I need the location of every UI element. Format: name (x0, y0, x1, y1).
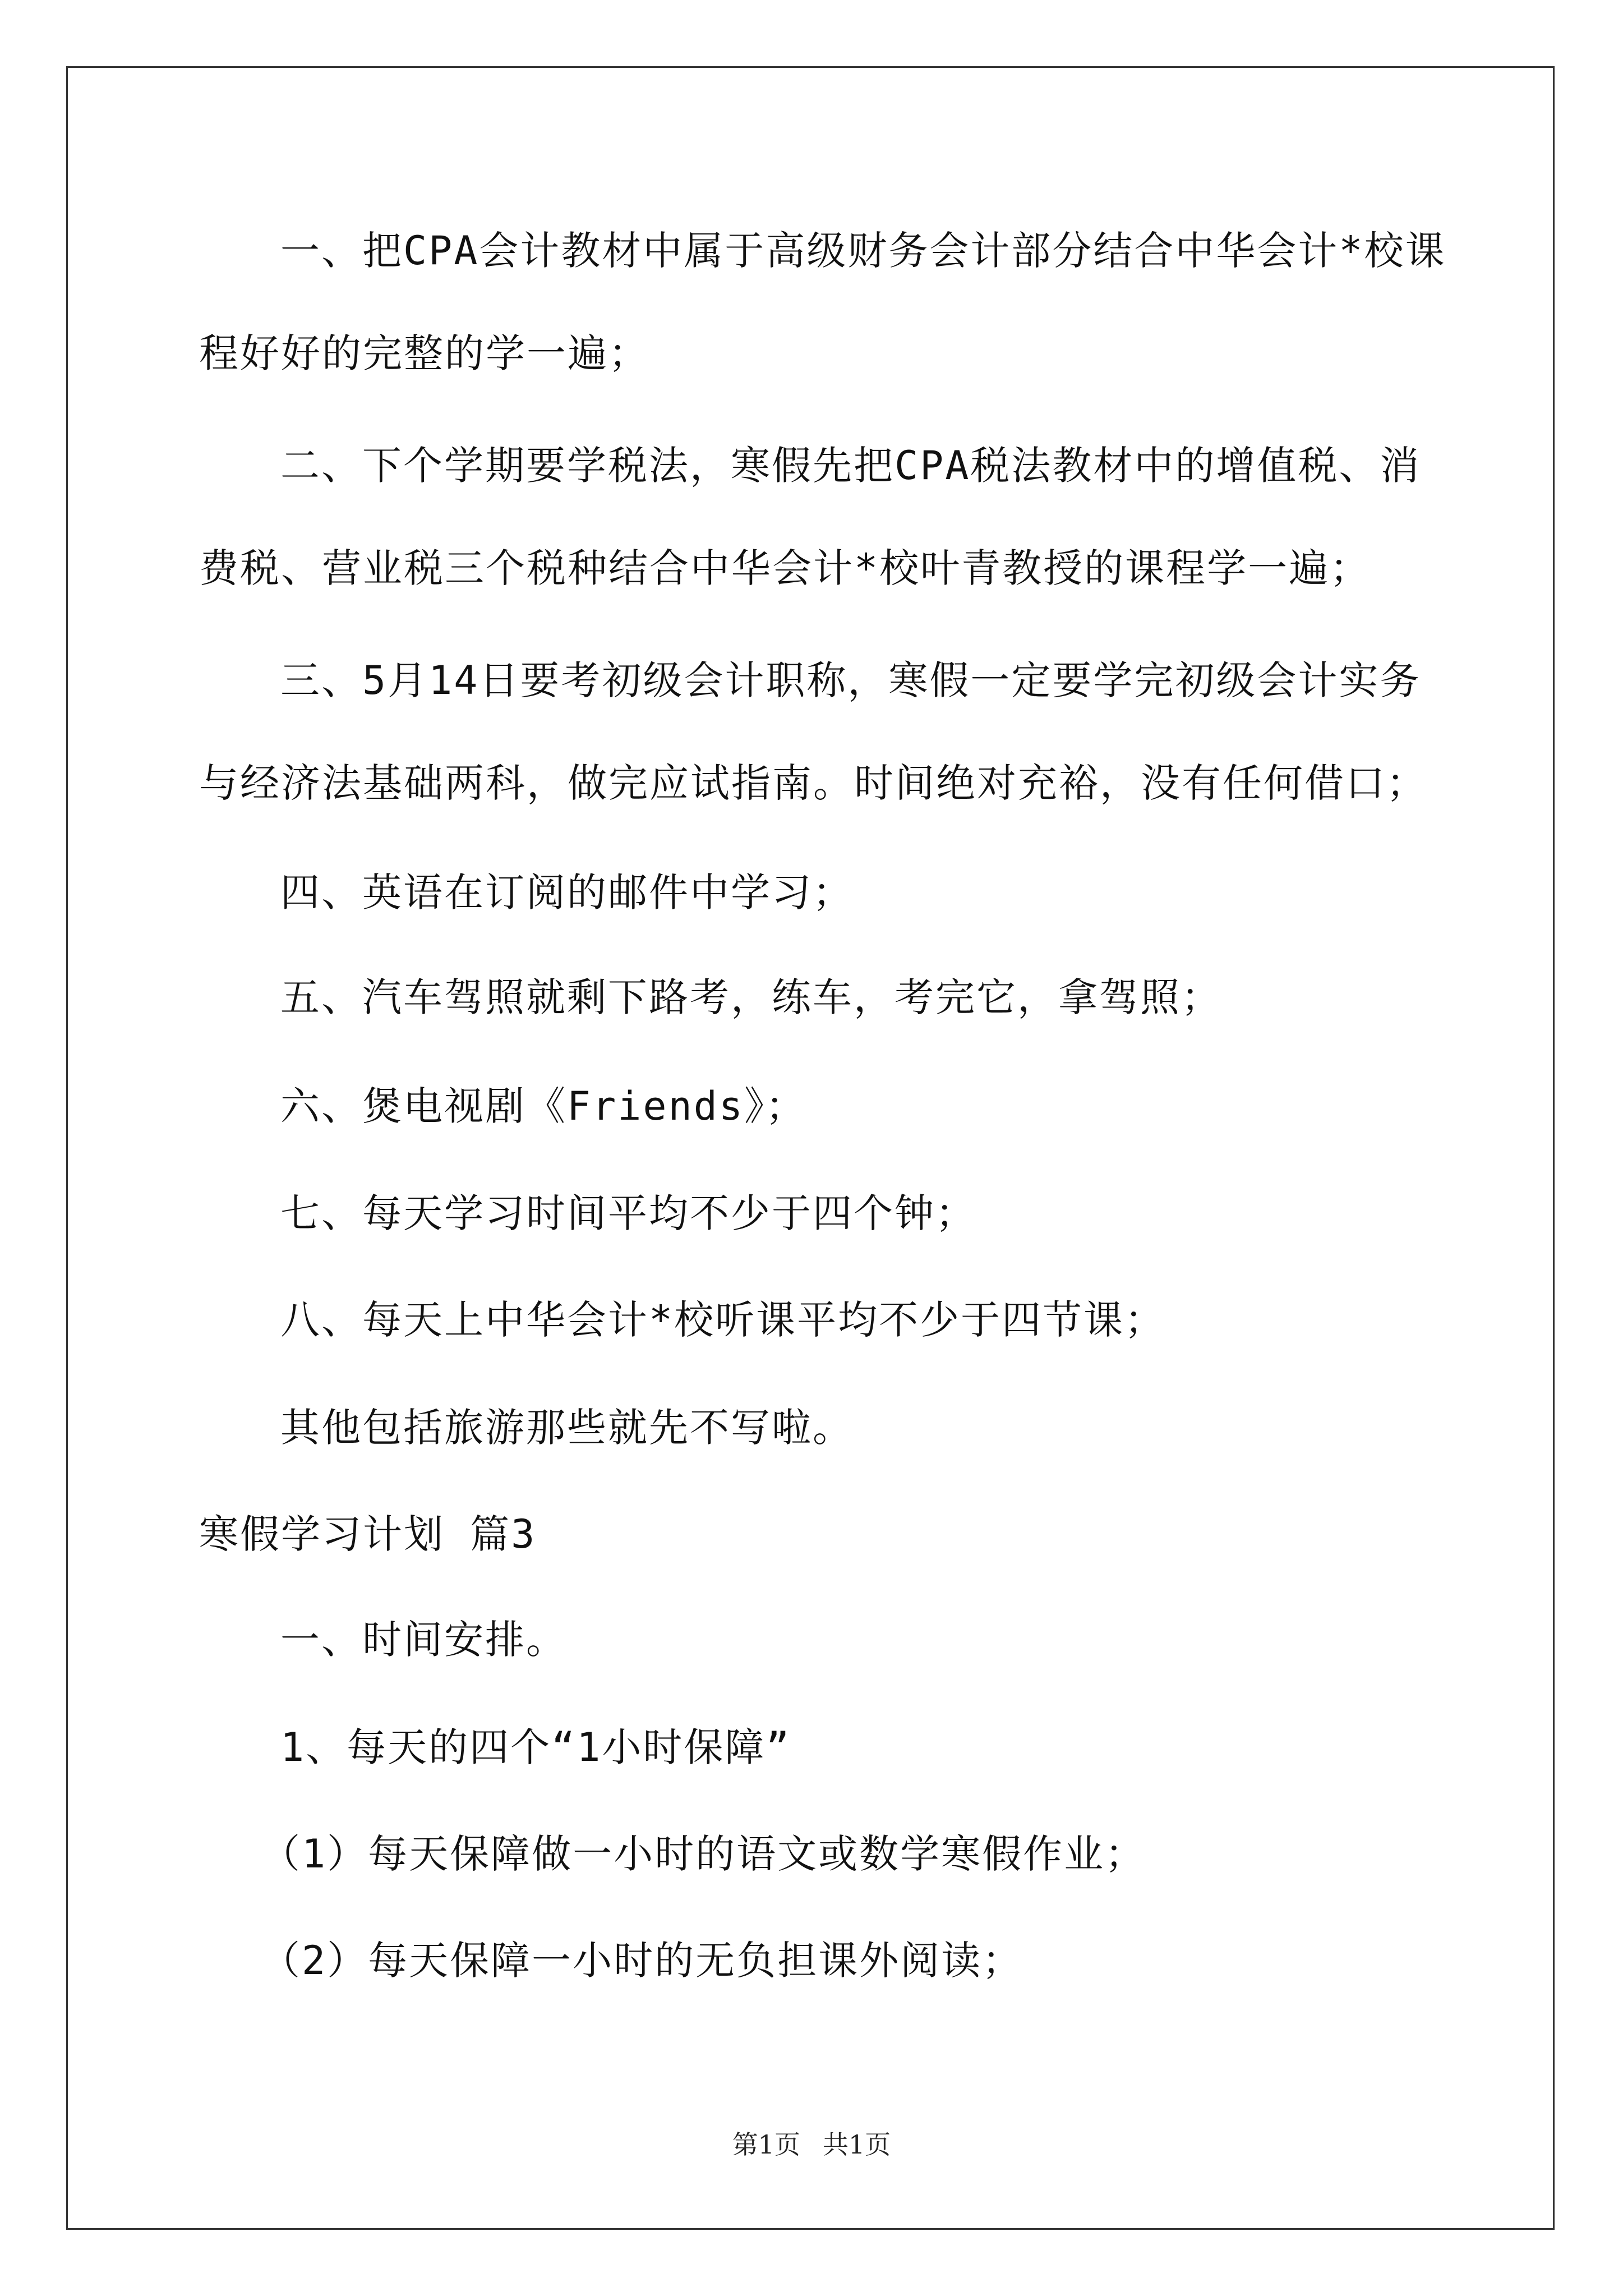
paragraph-line: 三、5月14日要考初级会计职称，寒假一定要学完初级会计实务 (280, 657, 1421, 703)
page-border (66, 66, 1555, 2230)
page-number-current: 第1页 (732, 2129, 800, 2160)
page-footer (0, 2129, 1623, 2160)
paragraph-line: 二、下个学期要学税法，寒假先把CPA税法教材中的增值税、消 (280, 443, 1421, 489)
paragraph-line: 费税、营业税三个税种结合中华会计*校叶青教授的课程学一遍； (199, 545, 1371, 591)
paragraph-line: 程好好的完整的学一遍； (199, 330, 649, 376)
paragraph-line: 四、英语在订阅的邮件中学习； (280, 869, 854, 915)
paragraph-line: 一、时间安排。 (280, 1617, 567, 1663)
paragraph-line: 其他包括旅游那些就先不写啦。 (280, 1405, 854, 1451)
paragraph-line: 七、每天学习时间平均不少于四个钟； (280, 1190, 976, 1236)
paragraph-line: 五、汽车驾照就剩下路考，练车，考完它，拿驾照； (280, 974, 1222, 1020)
section-heading: 寒假学习计划 篇3 (199, 1511, 537, 1557)
page-number-total: 共1页 (823, 2129, 891, 2160)
paragraph-line: 1、每天的四个“1小时保障” (280, 1724, 791, 1770)
paragraph-line: 六、煲电视剧《Friends》； (280, 1083, 807, 1129)
paragraph-line: 一、把CPA会计教材中属于高级财务会计部分结合中华会计*校课 (280, 228, 1446, 274)
paragraph-line: 八、每天上中华会计*校听课平均不少于四节课； (280, 1297, 1166, 1343)
paragraph-line: 与经济法基础两科，做完应试指南。时间绝对充裕，没有任何借口； (199, 760, 1427, 806)
paragraph-line: （1）每天保障做一小时的语文或数学寒假作业； (261, 1831, 1146, 1877)
paragraph-line: （2）每天保障一小时的无负担课外阅读； (261, 1938, 1023, 1984)
